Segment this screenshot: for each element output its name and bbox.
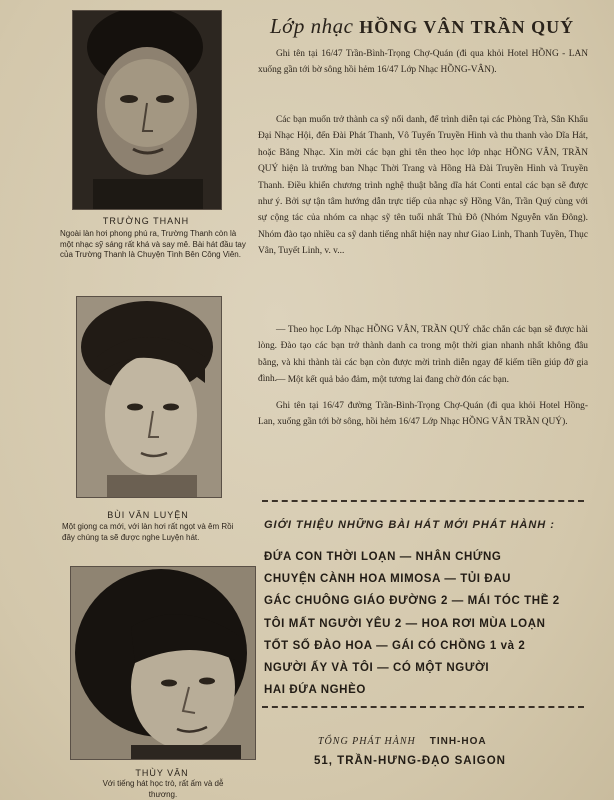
- portrait-woman-photo-icon: [71, 567, 255, 759]
- song-list-item: TỐT SỐ ĐÀO HOA — GÁI CÓ CHỒNG 1 và 2: [264, 639, 526, 652]
- portrait-man-photo-icon: [73, 11, 221, 209]
- singer-name: TRƯỜNG THANH: [102, 216, 190, 226]
- singer-description: Ngoài làn hơi phong phú ra, Trường Thanh còn là một nhạc sỹ sáng rất khá và say mê. Bài hát đầu tay của Trường Thanh là Chuyện Tình Bên Công Viên.: [60, 229, 246, 259]
- song-list-item: TÔI MẤT NGƯỜI YÊU 2 — HOA RƠI MÙA LOẠN: [264, 617, 546, 630]
- portrait-photo-thuy-van: [70, 566, 256, 760]
- song-list-item: CHUYỆN CÀNH HOA MIMOSA — TỦI ĐAU: [264, 573, 512, 586]
- publisher-name: TINH-HOA: [429, 736, 487, 747]
- publisher-address: 51, TRẦN-HƯNG-ĐẠO SAIGON: [314, 755, 506, 767]
- registration-repeat-paragraph: Ghi tên tại 16/47 đường Trần-Bình-Trọng Chợ-Quán (đi qua khỏi Hotel Hồng-Lan, xuống gần tới bờ sông, hồi hẻm 16/47 Lớp Nhạc HỒNG VÂN TRẦN QUÝ).: [258, 401, 588, 428]
- song-list-item: ĐỨA CON THỜI LOẠN — NHÂN CHỨNG: [264, 551, 502, 563]
- portrait-photo-truong-thanh: [72, 10, 222, 210]
- divider: [262, 706, 584, 708]
- singer-description: Với tiếng hát học trò, rất ấm và dễ thương.: [102, 779, 224, 799]
- promise-paragraph: — Một kết quả bảo đảm, một tương lai đang chờ đón các bạn.: [276, 375, 509, 385]
- singer-description: Một giọng ca mới, với làn hơi rất ngọt và êm Rồi đây chúng ta sẽ được nghe Luyện hát.: [62, 522, 234, 542]
- publisher-line: [318, 736, 487, 747]
- divider: [262, 500, 584, 502]
- song-list: [264, 546, 594, 701]
- benefit-paragraph: — Theo học Lớp Nhạc HỒNG VÂN, TRẦN QUÝ chắc chắn các bạn sẽ được hài lòng. Đào tạo các bạn trở thành danh ca trong một thời gian nhanh nhất không đâu bằng, và khi thành tài các bạn còn được mời trình diễn ngay để kiếm tiền giúp đỡ gia đình.: [258, 325, 588, 385]
- title-prefix: Lớp nhạc: [270, 14, 354, 38]
- singer-name: BÙI VĂN LUYỆN: [107, 510, 189, 520]
- title-names: HỒNG VÂN TRẦN QUÝ: [359, 17, 575, 37]
- song-list-item: HAI ĐỨA NGHÈO: [264, 684, 366, 697]
- song-list-item: NGƯỜI ẤY VÀ TÔI — CÓ MỘT NGƯỜI: [264, 662, 490, 675]
- publisher-label: TỔNG PHÁT HÀNH: [318, 736, 416, 747]
- song-list-item: GÁC CHUÔNG GIÁO ĐƯỜNG 2 — MÁI TÓC THỀ 2: [264, 595, 560, 608]
- new-songs-heading: GIỚI THIỆU NHỮNG BÀI HÁT MỚI PHÁT HÀNH :: [264, 519, 555, 531]
- portrait-young-man-photo-icon: [77, 297, 221, 497]
- singer-name: THÙY VÂN: [135, 768, 189, 778]
- portrait-photo-bui-van-luyen: [76, 296, 222, 498]
- invitation-paragraph: Các bạn muốn trở thành ca sỹ nổi danh, để trình diễn tại các Phòng Trà, Sân Khấu Đại Nhạc Hội, đến Đài Phát Thanh, Vô Tuyến Truyền Hình và thu thanh vào Dĩa Hát, hoặc Băng Nhạc. Xin mời các bạn ghi tên theo học lớp nhạc HỒNG VÂN, TRẦN QUÝ hiện là trưởng ban Nhạc Thời Trang và Hồng Hà Đài Truyền Hình và Truyền Thanh. Điều khiển chương trình nghệ thuật bằng dĩa hát Conti ental các bạn sẽ được như ý. Bởi sự tận tâm hướng dẫn trực tiếp của nhạc sỹ Hồng Vân, Trần Quý cùng với sự cộng tác của nhóm ca nhạc sỹ tên tuổi nhất Thủ Đô (Nhóm Nguyễn văn Đông). Nhóm đào tạo nhiều ca sỹ danh tiếng nhất hiện nay như Giao Linh, Thanh Tuyền, Thục Vân, Tuyết Linh, v. v...: [258, 115, 588, 257]
- registration-paragraph: Ghi tên tại 16/47 Trần-Bình-Trọng Chợ-Quán (đi qua khỏi Hotel HỒNG - LAN xuống gần tới bờ sông hồi hẻm 16/47 Lớp Nhạc HỒNG-VÂN).: [258, 49, 588, 76]
- page-title: [270, 14, 600, 39]
